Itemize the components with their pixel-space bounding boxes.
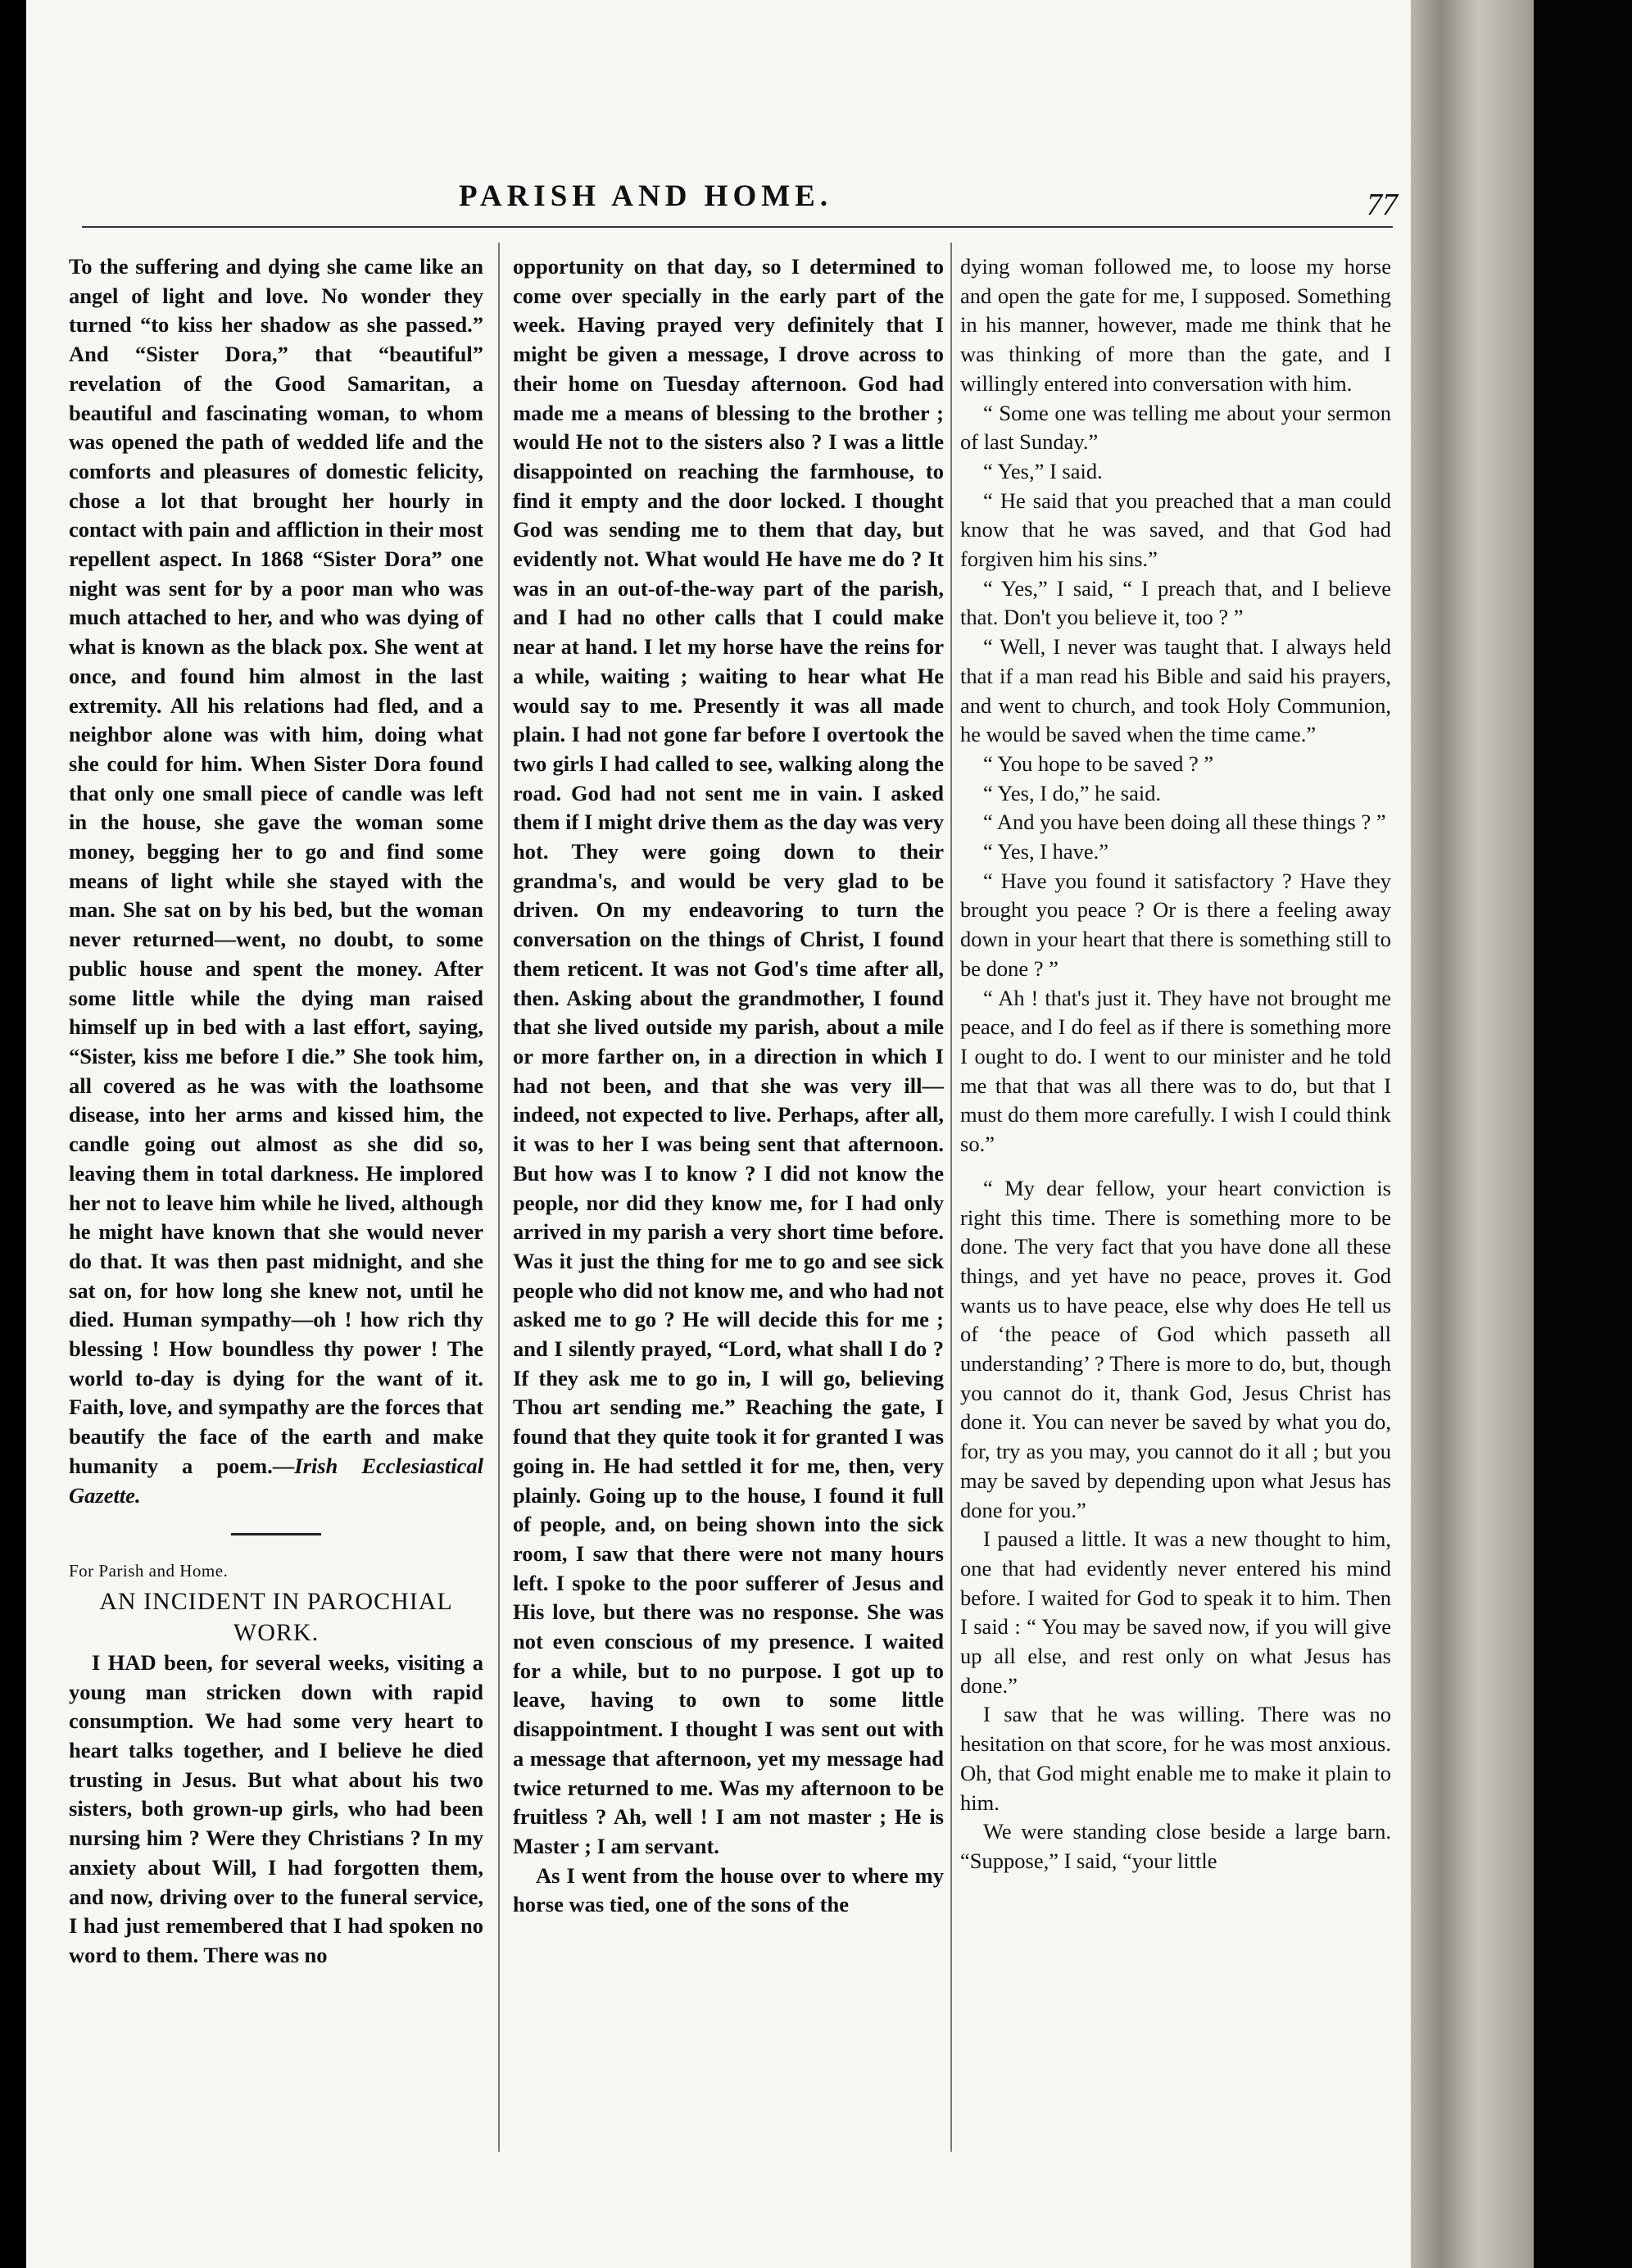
article-kicker: For Parish and Home. (69, 1561, 229, 1581)
header-rule (82, 226, 1393, 228)
source-citation: Irish Ecclesiastical Gazette. (69, 1453, 483, 1508)
paragraph: “ Yes, I have.” (983, 839, 1109, 864)
column-3 (960, 252, 1391, 1876)
column-divider (498, 243, 500, 2152)
paragraph: I saw that he was willing. There was no hesitation on that score, for he was most anxious. Oh, that God might enable me to make it plain to him. (960, 1702, 1391, 1815)
running-head: PARISH AND HOME. (459, 179, 833, 213)
page-number: 77 (1367, 188, 1398, 222)
paragraph-gap (960, 1159, 1391, 1174)
column-1 (69, 252, 483, 1971)
paragraph: “ And you have been doing all these things ? ” (983, 810, 1386, 835)
page-edge-strip (1411, 0, 1534, 2268)
section-separator (231, 1533, 321, 1535)
paragraph: “ Ah ! that's just it. They have not brought me peace, and I do feel as if there is something more I ought to do. I went to our minister and he told me that that was all there was to do, but that I must do them more carefully. I wish I could think so.” (960, 985, 1391, 1157)
paragraph (69, 252, 483, 1510)
column-divider (950, 243, 952, 2152)
article-title: AN INCIDENT IN PAROCHIAL WORK. (99, 1587, 453, 1646)
column-2 (513, 252, 944, 1920)
paragraph: “ My dear fellow, your heart conviction is right this time. There is something more to be done. The very fact that you have done all these things, and yet have no peace, proves it. God wants us to have peace, else why does He tell us of ‘the peace of God which passeth all understanding’ ? There is more to do, but, though you cannot do it, thank God, Jesus Christ has done it. You can never be saved by what you do, for, try as you may, you cannot do it all ; but you may be saved by depending upon what Jesus has done for you.” (960, 1175, 1391, 1522)
paragraph-text: To the suffering and dying she came like an angel of light and love. No wonder they turned “to kiss her shadow as she passed.” And “Sister Dora,” that “beautiful” revelation of the Good Samaritan, a beautiful and fascinating woman, to whom was opened the path of wedded life and the comforts and pleasures of domestic felicity, chose a lot that brought her hourly in contact with pain and affliction in their most repellent aspect. In 1868 “Sister Dora” one night was sent for by a poor man who was much attached to her, and who was dying of what is known as the black pox. She went at once, and found him almost in the last extremity. All his relations had fled, and a neighbor alone was with him, doing what she could for him. When Sister Dora found that only one small piece of candle was left in the house, she gave the woman some money, begging her to go and find some means of light while she stayed with the man. She sat on by his bed, but the woman never returned—went, no doubt, to some public house and spent the money. After some little while the dying man raised himself up in bed with a last effort, saying, “Sister, kiss me before I die.” She took him, all covered as he was with the loathsome disease, into her arms and kissed him, the candle going out almost as she did so, leaving them in total darkness. He implored her not to leave him while he lived, although he might have known that she would never do that. It was then past midnight, and she sat on, for how long she knew not, until he died. Human sympathy—oh ! how rich thy blessing ! How boundless thy power ! The world to-day is dying for the want of it. Faith, love, and sympathy are the forces that beautify the face of the earth and make humanity a poem.— (69, 254, 483, 1478)
paragraph: I HAD been, for several weeks, visiting a young man stricken down with rapid consumption. We had some very heart to heart talks together, and I believe he died trusting in Jesus. But what about his two sisters, both grown-up girls, who had been nursing him ? Were they Christians ? In my anxiety about Will, I had forgotten them, and now, driving over to the funeral service, I had just remembered that I had spoken no word to them. There was no (69, 1649, 483, 1967)
paragraph: “ Well, I never was taught that. I always held that if a man read his Bible and said his prayers, and went to church, and took Holy Communion, he would be saved when the time came.” (960, 634, 1391, 747)
paragraph: “ He said that you preached that a man could know that he was saved, and that God had forgiven him his sins.” (960, 488, 1391, 572)
paragraph: We were standing close beside a large barn. “Suppose,” I said, “your little (960, 1819, 1391, 1873)
paragraph: “ Yes,” I said. (983, 458, 1103, 483)
paragraph: “ Have you found it satisfactory ? Have they brought you peace ? Or is there a feeling away down in your heart that there is something still to be done ? ” (960, 868, 1391, 981)
paragraph: As I went from the house over to where my horse was tied, one of the sons of the (513, 1862, 944, 1917)
scan-border (1534, 0, 1632, 2268)
paragraph: dying woman followed me, to loose my horse and open the gate for me, I supposed. Something in his manner, however, made me think that he was thinking of more than the gate, and I willingly entered into conversation with him. (960, 254, 1391, 396)
paragraph: “ Some one was telling me about your sermon of last Sunday.” (960, 400, 1391, 455)
paragraph: I paused a little. It was a new thought to him, one that had evidently never entered his mind before. I waited for God to speak it to him. Then I said : “ You may be saved now, if you will give up all else, and rest only on what Jesus has done.” (960, 1526, 1391, 1698)
paragraph: “ Yes, I do,” he said. (983, 780, 1162, 805)
paragraph: “ You hope to be saved ? ” (983, 751, 1214, 776)
paragraph: opportunity on that day, so I determined to come over specially in the early part of the week. Having prayed very definitely that I might be given a message, I drove across to their home on Tuesday afternoon. God had made me a means of blessing to the brother ; would He not to the sisters also ? I was a little disappointed on reaching the farmhouse, to find it empty and the door locked. I thought God was sending me to them that day, but evidently not. What would He have me do ? It was in an out-of-the-way part of the parish, and I had no other calls that I could make near at hand. I let my horse have the reins for a while, waiting ; waiting to hear what He would say to me. Presently it was all made plain. I had not gone far before I overtook the two girls I had called to see, walking along the road. God had not sent me in vain. I asked them if I might drive them as the day was very hot. They were going down to their grandma's, and would be very glad to be driven. On my endeavoring to turn the conversation on the things of Christ, I found them reticent. It was not God's time after all, then. Asking about the grandmother, I found that she lived outside my parish, about a mile or more farther on, in a direction in which I had not been, and that she was very ill—indeed, not expected to live. Perhaps, after all, it was to her I was being sent that afternoon. But how was I to know ? I did not know the people, nor did they know me, for I had only arrived in my parish a very short time before. Was it just the thing for me to go and see sick people who did not know me, and who had not asked me to go ? He will decide this for me ; and I silently prayed, “Lord, what shall I do ? If they ask me to go in, I will go, believing Thou art sending me.” Reaching the gate, I found that they quite took it for granted I was going in. He had settled it for me, then, very plainly. Going up to the house, I found it full of people, and, on being shown into the sick room, I saw that there were not many hours left. I spoke to the poor sufferer of Jesus and His love, but there was no response. She was not even conscious of my presence. I waited for a while, but to no purpose. I got up to leave, having to own to some little disappointment. I thought I was sent out with a message that afternoon, yet my message had twice returned to me. Was my afternoon to be fruitless ? Ah, well ! I am not master ; He is Master ; I am servant. (513, 254, 944, 1858)
paragraph: “ Yes,” I said, “ I preach that, and I believe that. Don't you believe it, too ? ” (960, 575, 1391, 630)
